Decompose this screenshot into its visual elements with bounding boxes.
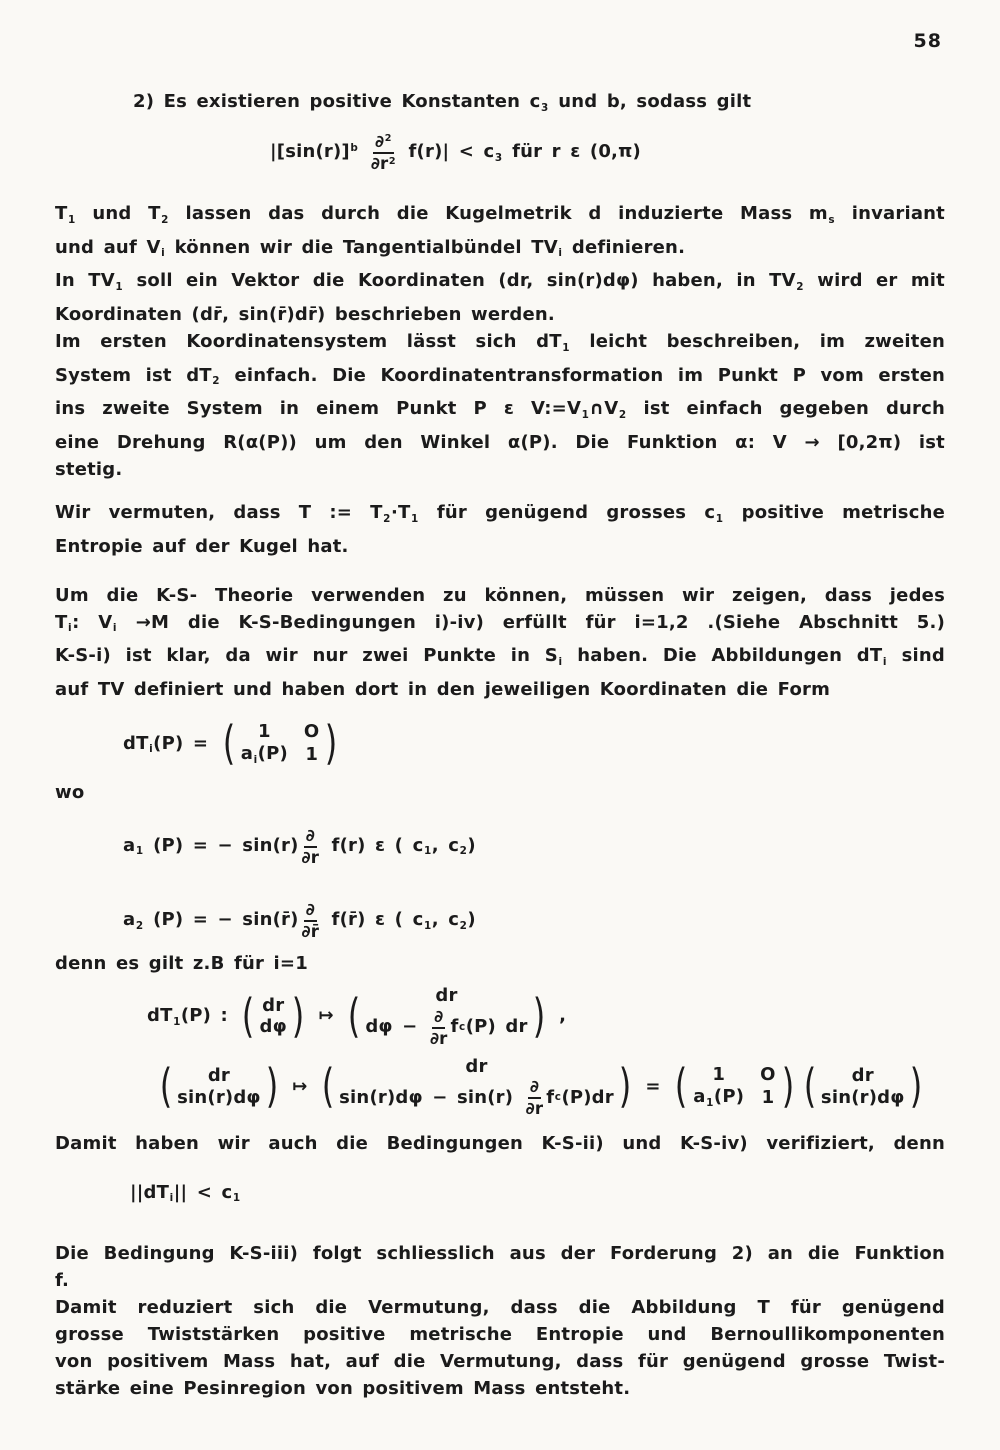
subscript: s (828, 213, 835, 226)
fraction-denominator: ∂r (429, 1029, 448, 1049)
text-line: $|[\sin(r)]^b$ $\frac{\partial^2}{\partial r^2}$ $f(r)| < c_3$ für r ε (0,π) (270, 131, 641, 173)
subscript: 1 (173, 1016, 181, 1029)
fraction (430, 1008, 448, 1048)
paragraph-vermutung (55, 499, 945, 560)
page-number: 58 (913, 30, 942, 52)
vector-top: dr (207, 1064, 230, 1086)
right-paren: ) (265, 1059, 279, 1113)
matrix-2x2 (672, 1059, 797, 1113)
subscript: 2 (459, 845, 467, 858)
text-line: Koordinaten (dr̄, sin(r̄)dr̄) beschrieben werden. (55, 304, 555, 325)
left-paren: ( (347, 988, 361, 1043)
right-paren: ) (618, 1059, 632, 1113)
subscript: i (67, 622, 72, 635)
text-line: $dT_i(P)$ = ( 1 O $a_i(P)$ 1 ) (123, 719, 945, 769)
fraction (526, 1078, 544, 1118)
left-paren: ( (242, 988, 255, 1043)
right-paren: ) (781, 1059, 795, 1113)
vector-bottom: sin(r)dφ (177, 1086, 261, 1108)
text-line: f. (55, 1270, 70, 1292)
subscript: 2 (796, 281, 804, 293)
matrix-cell: 1 (712, 1063, 726, 1085)
subscript: 1 (410, 512, 419, 525)
fraction-denominator: ∂r̄ (301, 922, 320, 942)
subscript: i (112, 622, 117, 635)
vector-bottom: sin(r)dφ − sin(r) $\frac{\partial}{\partial r}$ f c (P)dr (339, 1077, 614, 1119)
subscript: i (169, 1192, 174, 1205)
vector-entries (175, 1065, 263, 1108)
subscript: 1 (581, 408, 589, 421)
left-paren: ( (803, 1059, 817, 1113)
subscript: 3 (494, 151, 503, 164)
subscript: 1 (67, 213, 76, 226)
text-line: $dT_1(P)$ : ( dr dφ ) ↦ ( dr dφ − $\frac{\partial}{\partial r}$ f c (P) dr ) , (147, 985, 567, 1049)
superscript: b (350, 142, 358, 155)
text-line: $a_1$ (P) = − sin(r) $\frac{\partial}{\partial r}$ f(r) ε ( $c_1$, $c_2$) (123, 825, 476, 867)
fraction-denominator: ∂r (301, 847, 320, 867)
fraction (371, 133, 396, 173)
subscript: i (558, 247, 562, 260)
matrix-cell: $a_1(P)$ (693, 1086, 745, 1109)
matrix-cell: O (303, 720, 320, 742)
subscript: 2 (459, 919, 467, 932)
text-line: stetig. (55, 458, 123, 480)
formula-a1 (123, 824, 945, 868)
text-line: auf TV definiert und haben dort in den jeweiligen Koordinaten die Form (55, 678, 831, 700)
text-line: Wir vermuten, dass T := $T_2\cdot T_1$ für genügend grosses $c_1$ positive metrische (55, 501, 945, 525)
fraction-numerator: ∂$^2$ (373, 133, 394, 154)
text-line: von positivem Mass hat, auf die Vermutung, dass für genügend grosse Twist- (55, 1351, 945, 1373)
fraction-numerator: ∂ (528, 1078, 541, 1099)
fraction-numerator: ∂ (304, 827, 317, 848)
subscript: 3 (541, 101, 549, 114)
matrix-cell: $a_i(P)$ (240, 743, 288, 767)
column-vector (157, 1059, 281, 1113)
paragraph-schluss (55, 1294, 945, 1402)
line-denn-es-gilt (55, 950, 945, 977)
column-vector (319, 1056, 634, 1118)
vector-entries (363, 985, 529, 1047)
vector-top: dr (262, 994, 285, 1016)
subscript: 1 (562, 341, 570, 354)
formula-map-1 (147, 983, 945, 1049)
formula-map-2 (155, 1054, 945, 1120)
vector-bottom: dφ − $\frac{\partial}{\partial r}$ f c (P) dr (365, 1007, 528, 1049)
text-line: $T_1$ und $T_2$ lassen das durch die Kugelmetrik d induzierte Mass $m_s$ invariant (55, 203, 945, 226)
text-line: eine Drehung R(α(P)) um den Winkel α(P). Die Funktion α: V → [0,2π) ist (55, 431, 945, 453)
vector-top: dr (465, 1055, 488, 1077)
text-line: grosse Twiststärken positive metrische Entropie und Bernoullikomponenten (55, 1324, 945, 1346)
text-line: Um die K-S- Theorie verwenden zu können, müssen wir zeigen, dass jedes (55, 584, 945, 606)
matrix-cell: 1 (257, 720, 271, 742)
text-line: K-S-i) ist klar, da wir nur zwei Punkte in $S_i$ haben. Die Abbildungen $dT_i$ sind (55, 645, 945, 668)
text-line: System ist $dT_2$ einfach. Die Koordinatentransformation im Punkt P vom ersten (55, 364, 945, 388)
text-line: Damit reduziert sich die Vermutung, dass die Abbildung T für genügend (55, 1297, 945, 1319)
vector-entries (337, 1056, 616, 1118)
text-line: $a_2$ (P) = − sin(r̄) $\frac{\partial}{\partial r̄}$ f(r̄) ε ( $c_1$, $c_2$) (123, 900, 476, 942)
subscript: i (253, 754, 258, 767)
fraction (302, 827, 320, 867)
text-line: Im ersten Koordinatensystem lässt sich $dT_1$ leicht beschreiben, im zweiten (55, 331, 946, 354)
document-body (55, 88, 945, 1402)
vector-entries (819, 1065, 907, 1108)
column-vector (345, 985, 547, 1047)
paragraph-ks-iii (55, 1240, 945, 1294)
formula-a2 (123, 898, 945, 942)
subscript: 1 (715, 512, 723, 525)
left-paren: ( (321, 1059, 335, 1113)
subscript: i (882, 655, 887, 668)
paragraph-ks-theorie (55, 582, 945, 703)
matrix-entries (690, 1064, 778, 1110)
formula-dTi-matrix (123, 716, 945, 771)
text-line: $||dT_i|| < c_1$ (130, 1181, 241, 1205)
column-vector (801, 1059, 925, 1113)
subscript: 2 (161, 213, 169, 226)
formula-norm (130, 1179, 945, 1213)
condition-2-formula (270, 130, 945, 174)
subscript: c (459, 1021, 466, 1034)
fraction (302, 901, 320, 941)
subscript: c (554, 1091, 561, 1104)
superscript: 2 (388, 155, 396, 167)
text-line: stärke eine Pesinregion von positivem Mass entsteht. (55, 1378, 631, 1400)
matrix-cell: 1 (761, 1087, 775, 1109)
right-paren: ) (291, 988, 305, 1043)
subscript: 1 (423, 845, 432, 858)
line-damit-bedingungen (55, 1130, 945, 1157)
fraction-denominator: $\partial r^2$ (370, 153, 396, 173)
right-paren: ) (909, 1059, 922, 1113)
text-line: $T_i$: $V_i \to M$ die K-S-Bedingungen i)-iv) erfüllt für i=1,2 .(Siehe Abschnitt 5.) (55, 611, 945, 635)
subscript: 1 (115, 281, 123, 293)
subscript: 1 (423, 919, 432, 932)
word-wo (55, 779, 945, 806)
text-line: ( dr sin(r)dφ ) ↦ ( dr sin(r)dφ − sin(r) $\frac{\partial}{\partial r}$ f c (P)dr ) = ( 1 O $a_1(P)$ 1 ) ( dr sin(r)dφ ) (155, 1054, 945, 1120)
subscript: 1 (135, 845, 144, 858)
left-paren: ( (674, 1059, 688, 1113)
subscript: 2 (383, 512, 391, 525)
text-line: Die Bedingung K-S-iii) folgt schliesslich aus der Forderung 2) an die Funktion (55, 1243, 945, 1265)
text-line: denn es gilt z.B für i=1 (55, 953, 308, 975)
text-line: und auf $V_i$ können wir die Tangentialbündel $TV_i$ definieren. (55, 236, 686, 260)
vector-entries (258, 995, 289, 1038)
matrix-entries (238, 721, 323, 767)
text-line: wo (55, 781, 85, 803)
subscript: i (149, 743, 153, 756)
subscript: 2 (135, 919, 144, 932)
left-paren: ( (159, 1059, 173, 1113)
matrix-cell: O (760, 1063, 776, 1085)
right-paren: ) (532, 988, 545, 1043)
matrix-cell: 1 (305, 744, 319, 766)
text-line: Entropie auf der Kugel hat. (55, 535, 349, 557)
subscript: 1 (232, 1192, 241, 1205)
fraction-denominator: ∂r (525, 1099, 544, 1119)
vector-top: dr (435, 985, 458, 1007)
subscript: i (161, 247, 165, 260)
text-line: Damit haben wir auch die Bedingungen K-S-ii) und K-S-iv) verifiziert, denn (55, 1132, 945, 1154)
vector-top: dr (851, 1064, 874, 1086)
subscript: i (558, 655, 563, 668)
fraction-numerator: ∂ (304, 901, 317, 922)
vector-bottom: sin(r)dφ (820, 1086, 905, 1108)
column-vector (239, 988, 307, 1043)
vector-bottom: dφ (259, 1016, 287, 1038)
text-line: In $TV_1$ soll ein Vektor die Koordinaten (dr, sin(r)dφ) haben, in $TV_2$ wird er mit (55, 270, 945, 293)
text-line: ins zweite System in einem Punkt P ε $V:=V_1\cap V_2$ ist einfach gegeben durch (55, 398, 946, 421)
subscript: 2 (212, 375, 220, 388)
text-line: 2) Es existieren positive Konstanten $c_3$ und b, sodass gilt (133, 91, 752, 114)
subscript: 1 (706, 1096, 714, 1109)
left-paren: ( (222, 716, 236, 771)
superscript: 2 (384, 133, 392, 145)
right-paren: ) (325, 716, 338, 771)
condition-2-intro (133, 88, 945, 122)
paragraph-kugelmetrik (55, 200, 945, 483)
subscript: 2 (618, 408, 627, 421)
fraction-numerator: ∂ (432, 1008, 445, 1029)
